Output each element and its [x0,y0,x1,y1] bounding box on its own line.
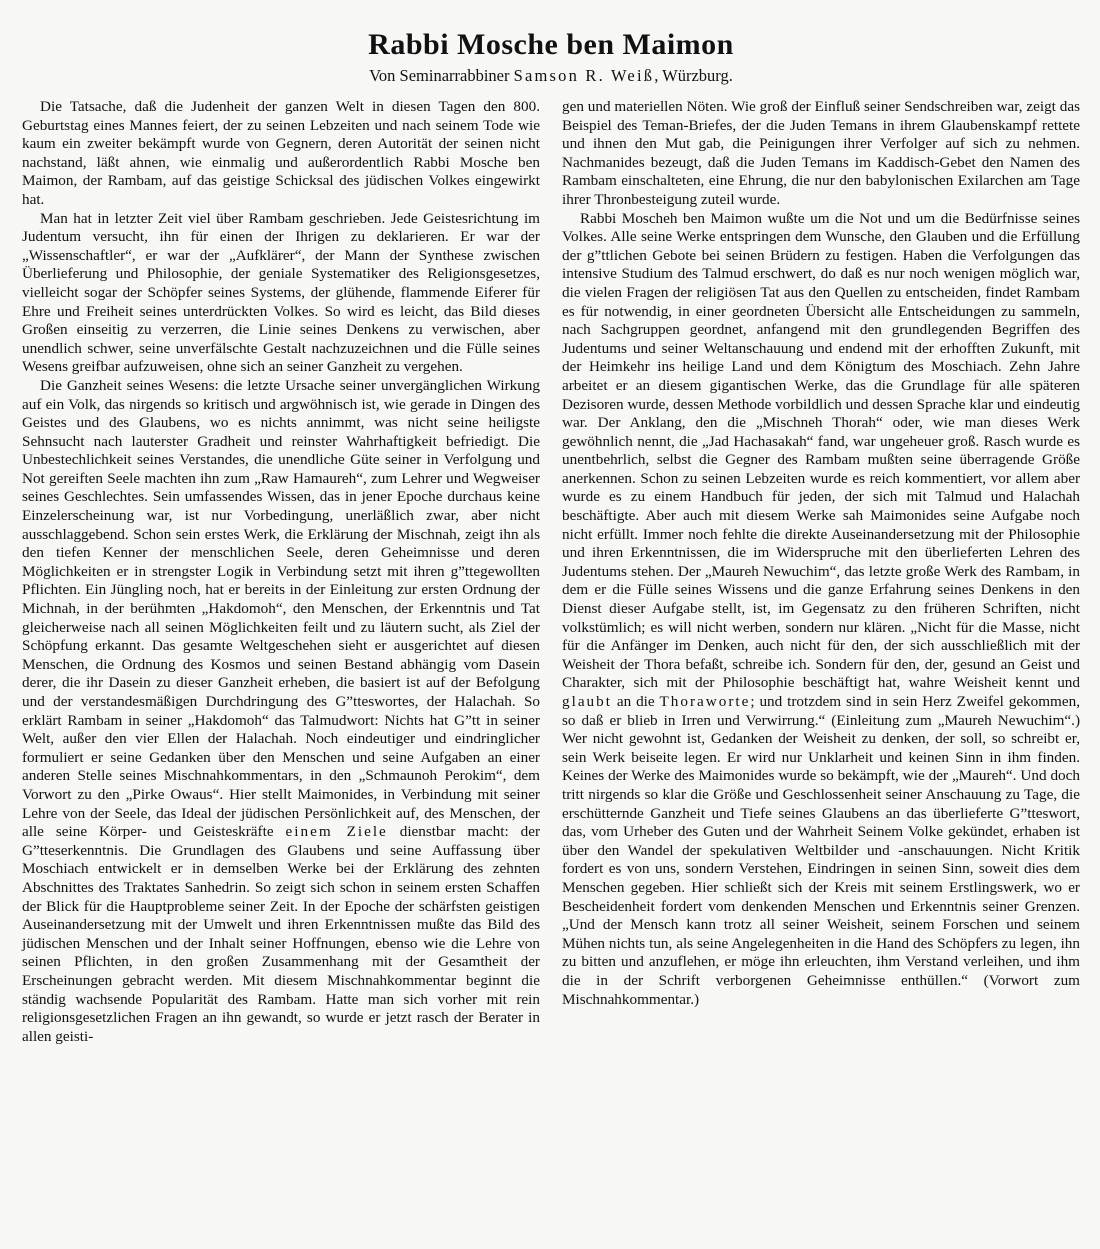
paragraph: Die Tatsache, daß die Judenheit der ganzen Welt in diesen Tagen den 800. Geburtstag eines Mannes feiert, der zu seinen Lebzeiten und nach seinem Tode wie kaum ein zweiter bekämpft wurde von Gegnern, deren Autorität der seinen nicht nachstand, läßt ahnen, wie einmalig und außerordentlich Rabbi Mosche ben Maimon, der Rambam, auf das geistige Schicksal des jüdischen Volkes eingewirkt hat. [22,98,540,208]
paragraph: gen und materiellen Nöten. Wie groß der Einfluß seiner Sendschreiben war, zeigt das Beispiel des Teman-Briefes, der die Juden Temans in ihrem Glaubenskampf rettete und ihnen den Mut gab, die Peinigungen ihrer Verfolger auf sich zu nehmen. Nachmanides bezeugt, daß die Juden Temans im Kaddisch-Gebet den Namen des Rambam einschalteten, eine Ehrung, die nur den babylonischen Exilarchen am Tage ihrer Thronbesteigung zuteil wurde. [562,98,1080,208]
emphasized-text: glaubt [562,693,612,710]
emphasized-text: Thoraworte [659,693,751,710]
article-byline [22,66,1080,86]
column-right [562,98,1080,1046]
paragraph-text: dienstbar macht: der G”tteserkenntnis. Die Grundlagen des Glaubens und seine Auffassung über Moschiach entwickelt er in demselben Werke bei der Erklärung des zehnten Abschnittes des Traktates Sanhedrin. So zeigt sich schon in seinem ersten Schaffen der Blick für die Hauptprobleme seiner Zeit. In der Epoche der schärfsten geistigen Auseinandersetzung mit der Umwelt und ihren Erkenntnissen mußte das Bild des jüdischen Menschen und der Inhalt seiner Hoffnungen, ebenso wie die Lehre von seinen Pflichten, in den großen Zusammenhang mit der Gesamtheit der Erscheinungen gebracht werden. Mit diesem Mischnahkommentar beginnt die ständig wachsende Popularität des Rambam. Hatte man sich vorher mit rein religionsgesetzlichen Fragen an ihn gewandt, so wurde er jetzt rasch der Berater in allen geisti- [22,823,541,1045]
paragraph-text: Die Ganzheit seines Wesens: die letzte Ursache seiner unvergänglichen Wirkung auf ein Volk, das nirgends so kritisch und argwöhnisch ist, wie gerade in Dingen des Geistes und des Glaubens, wo es nichts annimmt, was nicht seine heiligste Sehnsucht nach lauterster Gradheit und reinster Wahrhaftigkeit befriedigt. Die Unbestechlichkeit seines Verstandes, die unendliche Güte seiner in Verfolgung und Not gereiften Seele machten ihn zum „Raw Hamaureh“, zum Lehrer und Wegweiser seines Geschlechtes. Sein umfassendes Wissen, das in jener Epoche durchaus keine Einzelerscheinung war, ist nur Vorbedingung, unerläßlich zwar, aber nicht ausschlaggebend. Schon sein erstes Werk, die Erklärung der Mischnah, zeigt ihn als den tiefen Kenner der menschlichen Seele, deren Geheimnisse und deren Möglichkeiten er in strengster Logik in Verbindung setzt mit ihren g”ttegewollten Pflichten. Ein Jüngling noch, hat er bereits in der Einleitung zur ersten Ordnung der Michnah, in der berühmten „Hakdomoh“, den Menschen, der Erkenntnis und Tat gleicherweise nach all seinen Möglichkeiten feilt und zu läutern sucht, als Ziel der Schöpfung erkannt. Das gesamte Weltgeschehen sieht er ausgerichtet auf diesen Menschen, die Ordnung des Kosmos und seinen Bestand abhängig vom Dasein derer, die ihr Dasein zu dieser Ganzheit erheben, die basiert ist auf der Befolgung und der verstandesmäßigen Durchdringung des G”tteswortes, der Halachah. So erklärt Rambam in seiner „Hakdomoh“ das Talmudwort: Nichts hat G”tt in seiner Welt, außer den vier Ellen der Halachah. Noch eindeutiger und eindringlicher formuliert er seine Gedanken über den Menschen und seine Aufgaben an einer anderen Stelle seines Mischnahkommentars, in den „Schmaunoh Perokim“, dem Vorwort zu den „Pirke Owaus“. Hier stellt Maimonides, in Verbindung mit seiner Lehre von der Seele, das Ideal der jüdischen Persönlichkeit auf, des Menschen, der alle seine Körper- und Geisteskräfte [22,376,540,841]
paragraph: Man hat in letzter Zeit viel über Rambam geschrieben. Jede Geistesrichtung im Judentum versucht, ihn für einen der Ihrigen zu deklarieren. Er war der „Wissenschaftler“, er war der „Aufklärer“, der Mann der Synthese zwischen Überlieferung und Philosophie, der geniale Systematiker des Religionsgesetzes, vielleicht sogar der Schöpfer seines Systems, der glühende, flammende Eiferer für Ehre und Freiheit seines unterdrückten Volkes. So wird es leicht, das Bild dieses Großen einseitig zu verzerren, die Linie seines Denkens zu verwischen, aber unendlich schwer, seine unverfälschte Gestalt nachzuzeichnen und die Fülle seines Wesens greifbar aufzuweisen, ohne sich an seiner Ganzheit zu vergehen. [22,209,540,376]
emphasized-text: einem Ziele [285,823,388,841]
article-title: Rabbi Mosche ben Maimon [368,28,734,61]
paragraph-text: Rabbi Moscheh ben Maimon wußte um die Not und um die Bedürfnisse seines Volkes. Alle seine Werke entspringen dem Wunsche, den Glauben und die Erfüllung der g”ttlichen Gebote bei seinen Brüdern zu festigen. Haben die Verfolgungen das intensive Studium des Talmud erschwert, do daß es nur noch wenigen möglich war, die vielen Fragen der religiösen Tat aus den Quellen zu entscheiden, findet Rambam es für notwendig, in einer geordneten Übersicht alle Entscheidungen zu sammeln, nach Sachgruppen geordnet, anfangend mit den grundlegenden Begriffen des Judentums und seiner Weltanschauung und endend mit der erhofften Zukunft, mit der Heimkehr ins heilige Land und dem Königtum des Moschiach. Zehn Jahre arbeitet er an diesem gigantischen Werke, das die Grundlage für alle späteren Dezisoren wurde, dessen Methode vorbildlich und dessen Sprache klar und eindeutig war. Der Anklang, den die „Mischneh Thorah“ oder, wie man dieses Werk gewöhnlich nennt, die „Jad Hachasakah“ fand, war ungeheuer groß. Rasch wurde es unentbehrlich, selbst die Gegner des Rambam mußten seine überragende Größe anerkennen. Schon zu seinen Lebzeiten wurde es reich kommentiert, vor allem aber wurde es zu einem Handbuch für jeden, der sich mit Talmud und Halachah beschäftigte. Aber auch mit diesem Werke sah Maimonides seine Aufgabe noch nicht erfüllt. Immer noch fehlte die direkte Auseinandersetzung mit der Philosophie und ihren Erkenntnissen, die im Widerspruche mit den überlieferten Lehren des Judentums stehen. Der „Maureh Newuchim“, das letzte große Werk des Rambam, in dem er die Fülle seines Wissens und die ganze Erfahrung seines Denkens in den Dienst dieser Aufgabe stellt, ist, im Gegensatz zu den früheren Schriften, nicht volkstümlich; es will nicht werben, sondern nur klären. „Nicht für die Masse, nicht für die Anfänger im Denken, auch nicht für den, der sich ausschließlich mit der Weisheit der Thora befaßt, schreibe ich. Sondern für den, der, gesund an Geist und Charakter, sich mit der Philosophie beschäftigt hat, wahre Weisheit kennt und [562,209,1080,692]
byline-author: Samson R. Weiß [513,66,655,85]
column-left [22,98,540,1046]
paragraph [22,377,540,1046]
paragraph [562,210,1080,1010]
paragraph-text: an die [611,693,655,710]
byline-prefix: Von Seminarrabbiner [369,66,510,85]
paragraph-text: ; und trotzdem sind in sein Herz Zweifel gekommen, so daß er blieb in Irren und Verwirrung.“ (Einleitung zum „Maureh Newuchim“.) Wer nicht gewohnt ist, Gedanken der Weisheit zu denken, der soll, so schreibt er, sein Werk beiseite legen. Er wird nur Unklarheit und keinen Sinn in ihm finden. Keines der Werke des Maimonides wurde so bekämpft, wie der „Maureh“. Und doch tritt nirgends so klar die Größe und Geschlossenheit seiner Anschauung zu Tage, die erschütternde Ganzheit und Tiefe seines Glaubens an das überlieferte G”tteswort, das, vom Urheber des Guten und der Wahrheit Seinem Volke gekündet, erhaben ist über den Wandel der spekulativen Weltbilder und -anschauungen. Nicht Kritik fordert es von uns, sondern Verstehen, Eindringen in seinen Sinn, soweit dies dem Menschen gegeben. Hier schließt sich der Kreis mit seinem Erstlingswerk, wo er Bescheidenheit fordert vom denkenden Menschen und Erkenntnis seiner Grenzen. „Und der Mensch kann trotz all seiner Weisheit, seinem Forschen und seinem Mühen nichts tun, als seine Angelegenheiten in die Hand des Schöpfers zu legen, ihn zu bitten und anzuflehen, er möge ihn erleuchten, ihm Verstand verleihen, und ihm die in der Schrift verborgenen Geheimnisse enthüllen.“ (Vorwort zum Mischnahkommentar.) [562,693,1081,1008]
byline-place: , Würzburg. [654,66,733,85]
article-columns [22,98,1080,1046]
